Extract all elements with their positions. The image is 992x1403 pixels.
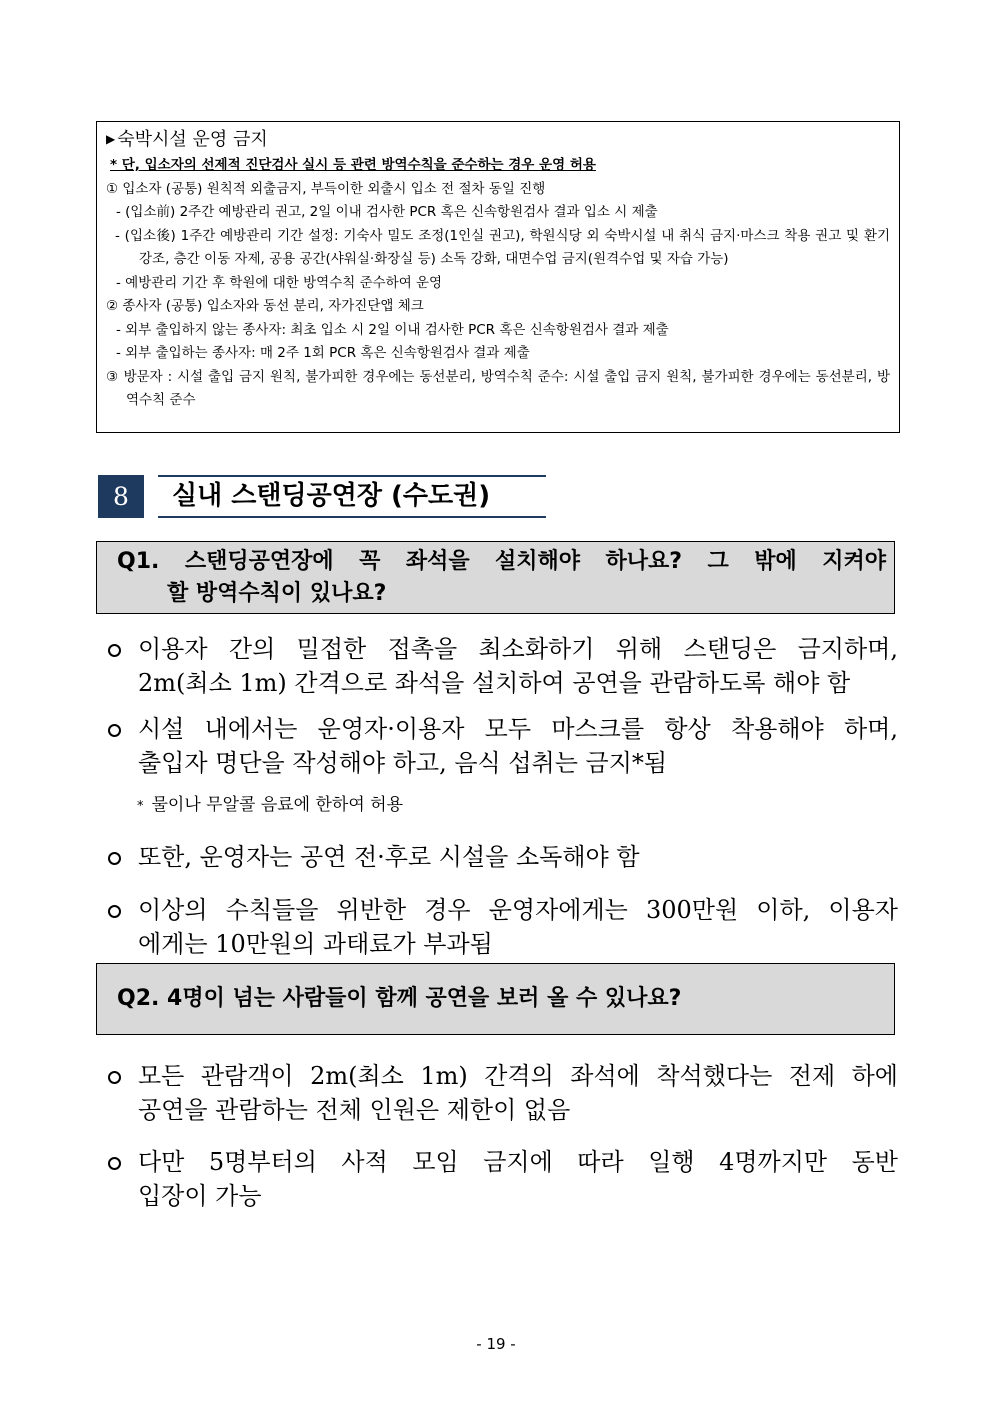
answer-bullet xyxy=(108,893,898,961)
answer-bullet xyxy=(108,1145,898,1213)
box-title xyxy=(106,125,890,154)
triangle-bullet-icon: ▶ xyxy=(106,132,116,146)
question-1-line-2: 할 방역수칙이 있나요? xyxy=(167,581,387,606)
bullet-line: 시설 내에서는 운영자·이용자 모두 마스크를 항상 착용해야 하며, xyxy=(138,715,898,743)
answer-bullet xyxy=(108,840,898,874)
question-2-text: Q2. 4명이 넘는 사람들이 함께 공연을 보러 올 수 있나요? xyxy=(117,986,682,1011)
answer-bullet xyxy=(108,632,898,700)
box-line: ① 입소자 (공통) 원칙적 외출금지, 부득이한 외출시 입소 전 절차 동일 진행 xyxy=(106,180,546,197)
footnote xyxy=(137,792,403,820)
box-line: ③ 방문자 : 시설 출입 금지 원칙, 불가피한 경우에는 동선분리, 방역수칙 준수: 시설 출입 금지 원칙, 불가피한 경우에는 동선분리, 방역수칙 준수 xyxy=(106,368,890,408)
circle-bullet-icon xyxy=(108,1071,121,1084)
bullet-line: 또한, 운영자는 공연 전·후로 시설을 소독해야 함 xyxy=(138,843,640,871)
page-number: - 19 - xyxy=(476,1335,516,1353)
circle-bullet-icon xyxy=(108,905,121,918)
box-note: * 단, 입소자의 선제적 진단검사 실시 등 관련 방역수칙을 준수하는 경우 운영 허용 xyxy=(110,157,596,173)
bullet-line: 다만 5명부터의 사적 모임 금지에 따라 일행 4명까지만 동반 xyxy=(138,1148,898,1176)
box-line: - (입소後) 1주간 예방관리 기간 설정: 기숙사 밀도 조정(1인실 권고), 학원식당 외 숙박시설 내 취식 금지·마스크 착용 권고 및 환기 강조, 층간 이동 자제, 공용 공간(샤워실·화장실 등) 소독 강화, 대면수업 금지(원격수업 및 자습 가능) xyxy=(115,227,890,267)
question-1-line-1: Q1. 스탠딩공연장에 꼭 좌석을 설치해야 하나요? 그 밖에 지켜야 xyxy=(117,549,886,574)
footnote-text: 물이나 무알콜 음료에 한하여 허용 xyxy=(151,795,404,815)
box-line: ② 종사자 (공통) 입소자와 동선 분리, 자가진단앱 체크 xyxy=(106,298,424,314)
box-line: - 예방관리 기간 후 학원에 대한 방역수칙 준수하여 운영 xyxy=(116,274,443,291)
facility-rules-box xyxy=(96,121,900,433)
bullet-line: 이상의 수칙들을 위반한 경우 운영자에게는 300만원 이하, 이용자 xyxy=(138,896,898,924)
answer-bullet xyxy=(108,1059,898,1127)
bullet-line: 입장이 가능 xyxy=(138,1182,262,1210)
circle-bullet-icon xyxy=(108,852,121,865)
box-line: - 외부 출입하는 종사자: 매 2주 1회 PCR 혹은 신속항원검사 결과 제출 xyxy=(116,345,530,361)
bullet-line: 모든 관람객이 2m(최소 1m) 간격의 좌석에 착석했다는 전제 하에 xyxy=(138,1062,898,1090)
bullet-line: 2m(최소 1m) 간격으로 좌석을 설치하여 공연을 관람하도록 해야 함 xyxy=(138,669,851,697)
question-2-box xyxy=(96,963,895,1035)
bullet-line: 출입자 명단을 작성해야 하고, 음식 섭취는 금지*됨 xyxy=(138,749,668,777)
answer-bullet xyxy=(108,712,898,780)
section-title: 실내 스탠딩공연장 (수도권) xyxy=(158,475,546,518)
circle-bullet-icon xyxy=(108,724,121,737)
question-1-box xyxy=(96,541,895,614)
asterisk-icon: * xyxy=(137,799,144,814)
bullet-line: 공연을 관람하는 전체 인원은 제한이 없음 xyxy=(138,1096,571,1124)
bullet-line: 이용자 간의 밀접한 접촉을 최소화하기 위해 스탠딩은 금지하며, xyxy=(138,635,898,663)
box-line: - 외부 출입하지 않는 종사자: 최초 입소 시 2일 이내 검사한 PCR 혹은 신속항원검사 결과 제출 xyxy=(116,321,669,338)
box-title-text: 숙박시설 운영 금지 xyxy=(117,129,268,150)
box-line: - (입소前) 2주간 예방관리 권고, 2일 이내 검사한 PCR 혹은 신속항원검사 결과 입소 시 제출 xyxy=(116,204,658,220)
section-number: 8 xyxy=(98,475,144,518)
circle-bullet-icon xyxy=(108,644,121,657)
circle-bullet-icon xyxy=(108,1157,121,1170)
bullet-line: 에게는 10만원의 과태료가 부과됨 xyxy=(138,930,493,958)
